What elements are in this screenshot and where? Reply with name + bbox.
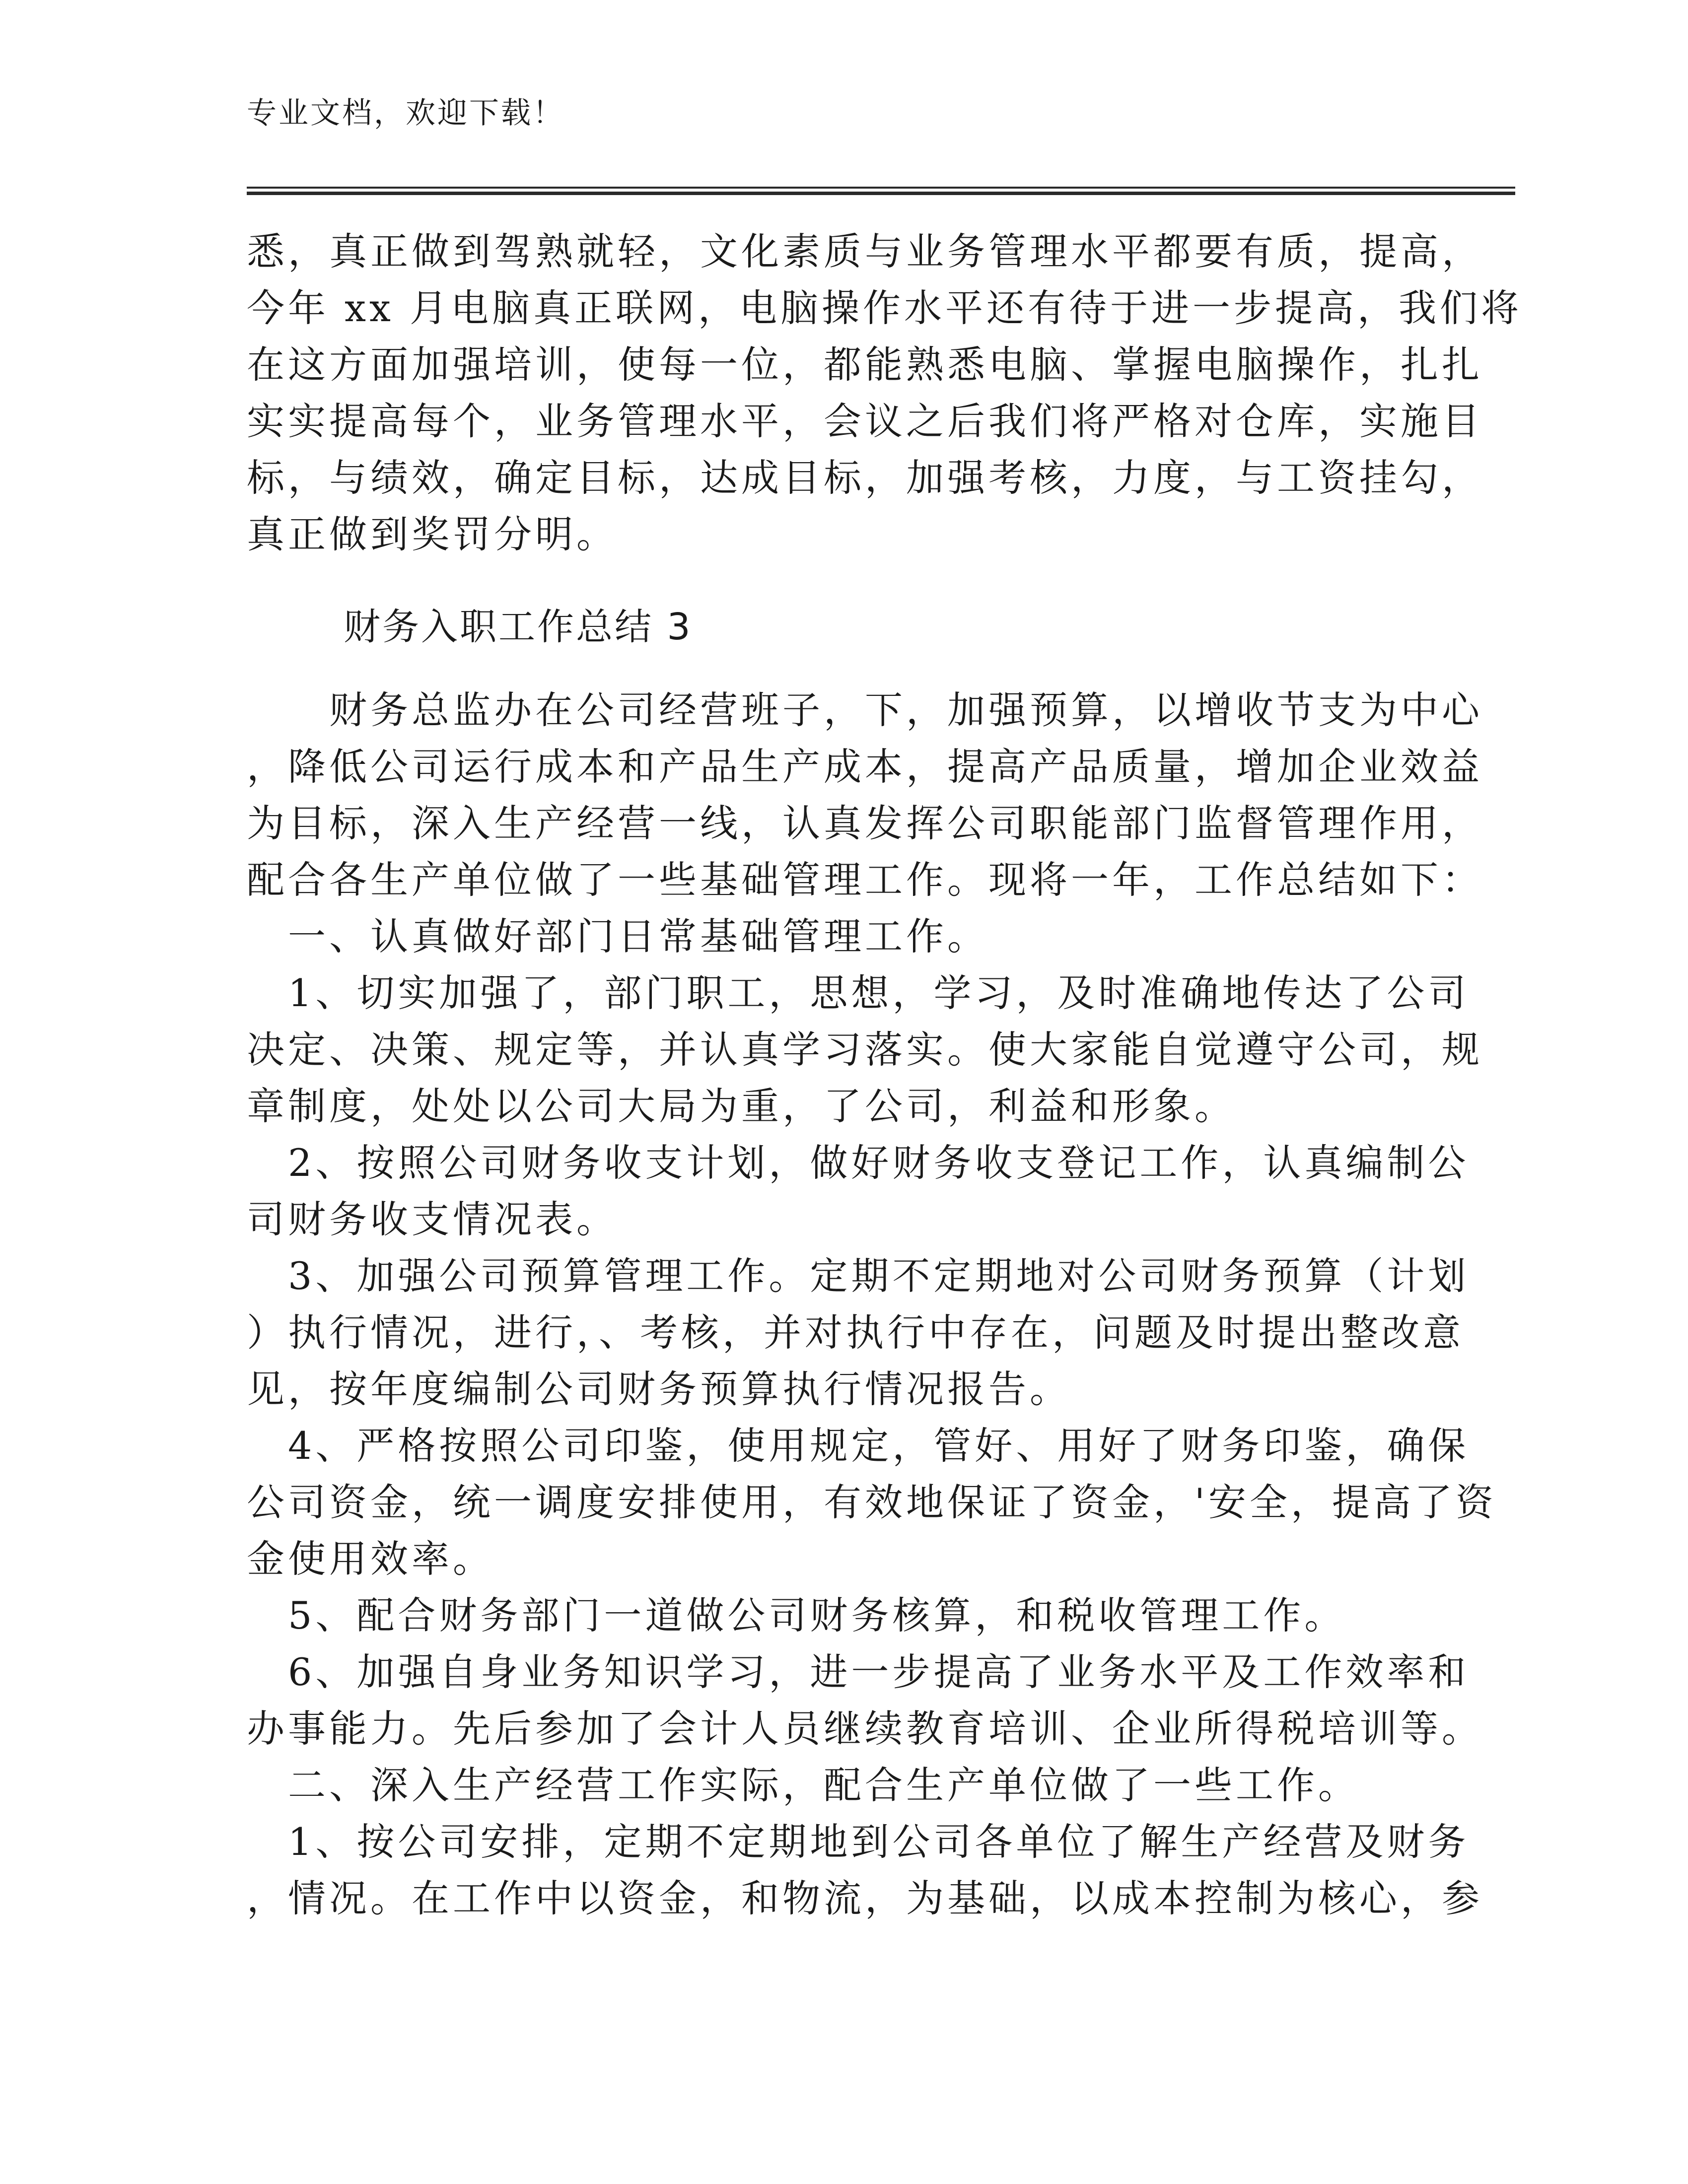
text-line: ，情况。在工作中以资金，和物流，为基础，以成本控制为核心，参 <box>247 1876 1483 1920</box>
text-line: ）执行情况，进行，、考核，并对执行中存在，问题及时提出整改意 <box>247 1310 1464 1355</box>
text-line: 一、认真做好部门日常基础管理工作。 <box>247 914 988 958</box>
text-line: 标，与绩效，确定目标，达成目标，加强考核，力度，与工资挂勾， <box>247 456 1483 500</box>
header-rule-thick <box>247 192 1515 195</box>
text-line: 今年 xx 月电脑真正联网，电脑操作水平还有待于进一步提高，我们将 <box>247 286 1523 330</box>
text-line: 财务总监办在公司经营班子，下，加强预算，以增收节支为中心 <box>247 688 1483 732</box>
text-line: 1、切实加强了，部门职工，思想，学习，及时准确地传达了公司 <box>247 971 1470 1015</box>
text-line: 3、加强公司预算管理工作。定期不定期地对公司财务预算（计划 <box>247 1254 1470 1298</box>
paragraph-block-1 <box>247 223 1523 563</box>
text-line: 5、配合财务部门一道做公司财务核算，和税收管理工作。 <box>247 1593 1346 1638</box>
text-line: ，降低公司运行成本和产品生产成本，提高产品质量，增加企业效益 <box>247 745 1483 789</box>
text-line: 为目标，深入生产经营一线，认真发挥公司职能部门监督管理作用， <box>247 801 1483 845</box>
header-rule-thin <box>247 187 1515 189</box>
text-line: 章制度，处处以公司大局为重，了公司，利益和形象。 <box>247 1084 1236 1128</box>
text-line: 真正做到奖罚分明。 <box>247 512 618 556</box>
text-line: 在这方面加强培训，使每一位，都能熟悉电脑、掌握电脑操作，扎扎 <box>247 342 1483 387</box>
text-line: 6、加强自身业务知识学习，进一步提高了业务水平及工作效率和 <box>247 1650 1470 1694</box>
text-line: 悉，真正做到驾熟就轻，文化素质与业务管理水平都要有质，提高， <box>247 229 1483 273</box>
text-line: 办事能力。先后参加了会计人员继续教育培训、企业所得税培训等。 <box>247 1706 1483 1751</box>
text-line: 实实提高每个，业务管理水平，会议之后我们将严格对仓库，实施目 <box>247 399 1483 443</box>
text-line: 4、严格按照公司印鉴，使用规定，管好、用好了财务印鉴，确保 <box>247 1424 1470 1468</box>
text-line: 二、深入生产经营工作实际，配合生产单位做了一些工作。 <box>247 1763 1359 1807</box>
page-header: 专业文档，欢迎下载！ <box>247 96 564 131</box>
section-heading: 财务入职工作总结 3 <box>344 606 693 648</box>
paragraph-block-2 <box>247 682 1497 1927</box>
text-line: 见，按年度编制公司财务预算执行情况报告。 <box>247 1367 1071 1411</box>
text-line: 公司资金，统一调度安排使用，有效地保证了资金，'安全，提高了资 <box>247 1480 1497 1524</box>
text-line: 1、按公司安排，定期不定期地到公司各单位了解生产经营及财务 <box>247 1820 1470 1864</box>
text-line: 配合各生产单位做了一些基础管理工作。现将一年，工作总结如下： <box>247 858 1483 902</box>
text-line: 金使用效率。 <box>247 1537 494 1581</box>
text-line: 司财务收支情况表。 <box>247 1197 618 1241</box>
text-line: 决定、决策、规定等，并认真学习落实。使大家能自觉遵守公司，规 <box>247 1027 1483 1072</box>
text-line: 2、按照公司财务收支计划，做好财务收支登记工作，认真编制公 <box>247 1141 1470 1185</box>
